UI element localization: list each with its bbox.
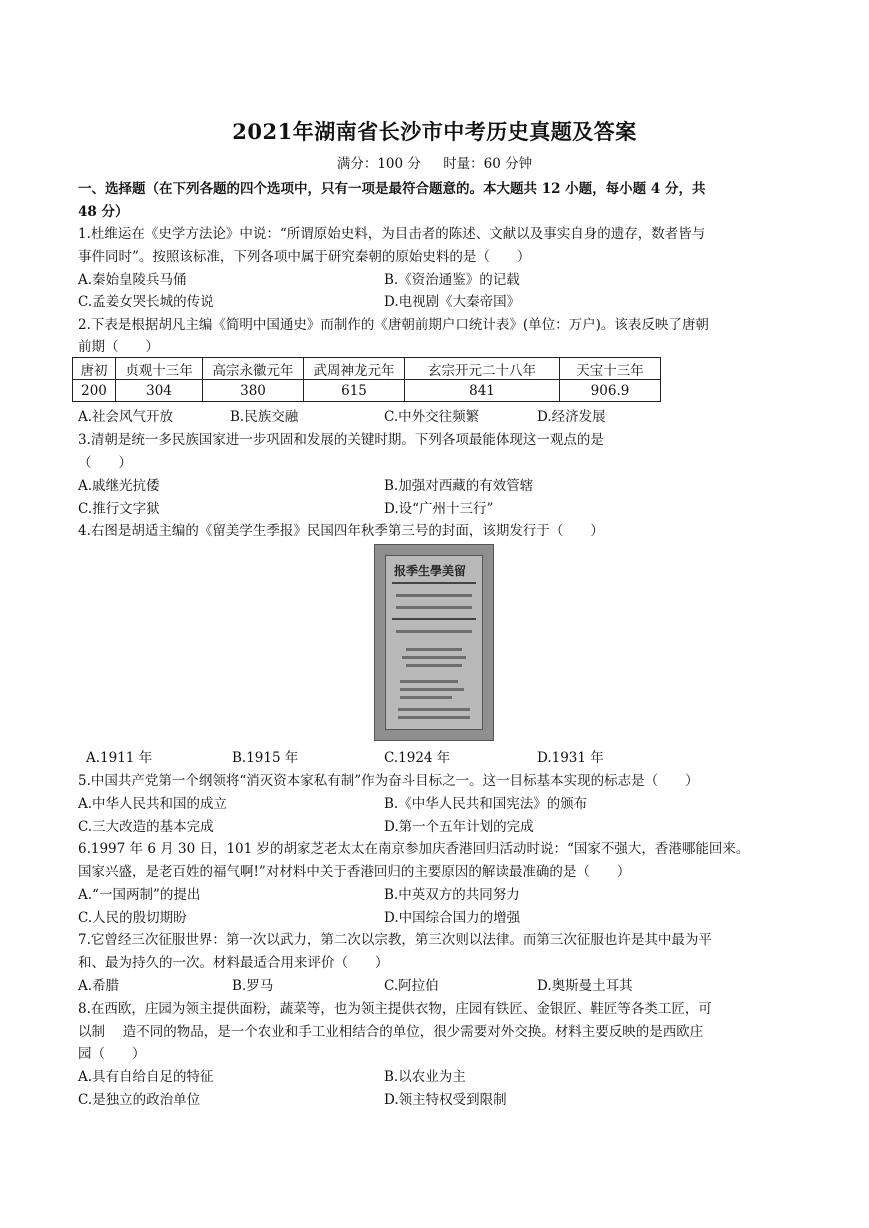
q3-option-d: D.设“广州十三行” [384,501,494,517]
question-8-text-end: 园（ ） [78,1046,146,1062]
q4-option-a: A.1911 年 [86,750,153,766]
q4-option-c: C.1924 年 [384,750,451,766]
table-row [73,380,661,402]
q5-option-b: B.《中华人民共和国宪法》的颁布 [384,796,588,812]
q8-option-d: D.领主特权受到限制 [384,1092,507,1108]
table-cell: 304 [116,380,203,402]
section-heading: 一、选择题（在下列各题的四个选项中，只有一项是最符合题意的。本大题共 12 小题，每小题 4 分，共 [78,181,706,197]
q2-option-a: A.社会风气开放 [78,409,174,425]
q6-option-a: A.“一国两制”的提出 [78,887,201,903]
table-cell: 380 [203,380,304,402]
magazine-cover-image [374,544,494,741]
question-8-text: 8.在西欧，庄园为领主提供面粉，蔬菜等，也为领主提供衣物，庄园有铁匠、金银匠、鞋匠等各类工匠，可 [78,1001,712,1017]
question-3-text: 3.清朝是统一多民族国家进一步巩固和发展的关键时期。下列各项最能体现这一观点的是 [78,432,604,448]
q6-option-c: C.人民的殷切期盼 [78,910,187,926]
q8-option-b: B.以农业为主 [384,1069,466,1085]
question-7-text: 7.它曾经三次征服世界：第一次以武力，第二次以宗教，第三次则以法律。而第三次征服也许是其中最为平 [78,932,712,948]
question-5-text: 5.中国共产党第一个纲领将“消灭资本家私有制”作为奋斗目标之一。这一目标基本实现的标志是（ ） [78,773,699,789]
q7-option-c: C.阿拉伯 [384,978,439,994]
exam-info [0,152,869,172]
q3-option-c: C.推行文字狱 [78,501,160,517]
question-6-text-cont: 国家兴盛，是老百姓的福气啊!”对材料中关于香港回归的主要原因的解读最准确的是（ ） [78,864,631,880]
cover-title: 报季生學美留 [394,564,467,578]
table-header-row [73,358,661,380]
table-header-cell: 玄宗开元二十八年 [405,358,560,380]
q6-option-b: B.中英双方的共同努力 [384,887,520,903]
question-2-text-cont: 前期（ ） [78,339,159,355]
q3-option-a: A.戚继光抗倭 [78,478,160,494]
table-cell: 615 [304,380,405,402]
q2-option-c: C.中外交往频繁 [384,409,480,425]
q1-option-c: C.孟姜女哭长城的传说 [78,294,214,310]
q2-option-d: D.经济发展 [537,409,606,425]
q1-option-a: A.秦始皇陵兵马俑 [78,272,187,288]
q1-option-d: D.电视剧《大秦帝国》 [384,294,521,310]
table-header-cell: 天宝十三年 [560,358,661,380]
q8-option-c: C.是独立的政治单位 [78,1092,201,1108]
time-limit: 时量：60 分钟 [443,156,533,172]
q5-option-d: D.第一个五年计划的完成 [384,819,534,835]
question-1-text: 1.杜维运在《史学方法论》中说：“所谓原始史料，为目击者的陈述、文献以及事实自身的遗存，数者皆与 [78,226,706,242]
page-title: 2021年湖南省长沙市中考历史真题及答案 [232,119,637,144]
q4-option-d: D.1931 年 [537,750,604,766]
q5-option-a: A.中华人民共和国的成立 [78,796,228,812]
q3-option-b: B.加强对西藏的有效管辖 [384,478,534,494]
question-1-text-cont: 事件同时”。按照该标准，下列各项中属于研究秦朝的原始史料的是（ ） [78,249,531,265]
q4-option-b: B.1915 年 [232,750,299,766]
question-3-text-cont: （ ） [78,455,132,471]
full-score: 满分：100 分 [336,156,421,172]
q6-option-d: D.中国综合国力的增强 [384,910,521,926]
question-4-text: 4.右图是胡适主编的《留美学生季报》民国四年秋季第三号的封面，该期发行于（ ） [78,523,604,539]
population-table [72,357,661,402]
question-7-text-cont: 和、最为持久的一次。材料最适合用来评价（ ） [78,955,389,971]
table-cell: 841 [405,380,560,402]
question-6-text: 6.1997 年 6 月 30 日，101 岁的胡家芝老太太在南京参加庆香港回归活动时说：“国家不强大，香港哪能回来。 [78,841,750,857]
table-header-cell: 贞观十三年 [116,358,203,380]
q7-option-b: B.罗马 [232,978,274,994]
table-cell: 200 [73,380,116,402]
question-8-text-cont: 以制 造不同的物品，是一个农业和手工业相结合的单位，很少需要对外交换。材料主要反映的是西欧庄 [78,1024,704,1040]
question-2-text: 2.下表是根据胡凡主编《简明中国通史》而制作的《唐朝前期户口统计表》(单位：万户)。该表反映了唐朝 [78,317,709,333]
table-header-cell: 唐初 [73,358,116,380]
table-header-cell: 高宗永徽元年 [203,358,304,380]
q7-option-d: D.奥斯曼土耳其 [537,978,633,994]
q7-option-a: A.希腊 [78,978,120,994]
section-heading-cont: 48 分） [78,204,129,220]
q1-option-b: B.《资治通鉴》的记载 [384,272,520,288]
q8-option-a: A.具有自给自足的特征 [78,1069,214,1085]
table-header-cell: 武周神龙元年 [304,358,405,380]
q5-option-c: C.三大改造的基本完成 [78,819,214,835]
table-cell: 906.9 [560,380,661,402]
q2-option-b: B.民族交融 [230,409,299,425]
